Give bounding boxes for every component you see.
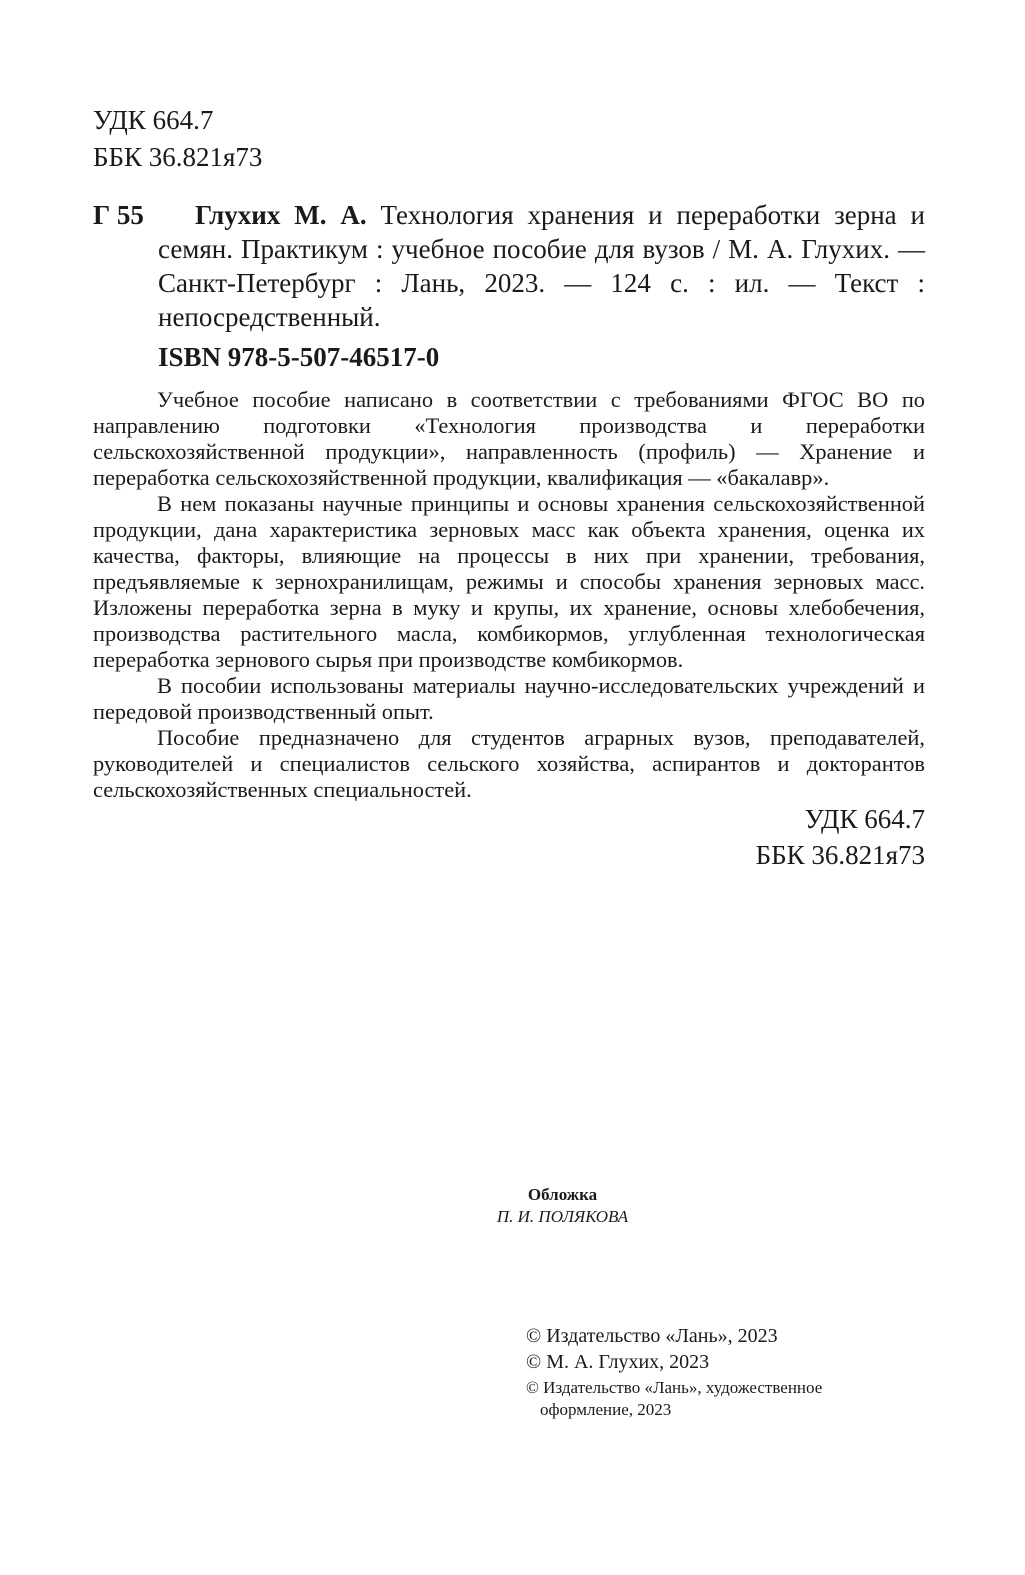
udk-code: УДК 664.7	[93, 105, 214, 135]
bibliographic-entry	[158, 198, 925, 334]
classification-codes-bottom	[700, 801, 925, 873]
cover-credit	[400, 1184, 725, 1228]
bbk-code-bottom: ББК 36.821я73	[755, 840, 925, 870]
cover-label: Обложка	[527, 1185, 598, 1204]
author-sign: Г 55	[93, 200, 144, 230]
annotation-paragraph: В нем показаны научные принципы и основы хранения сельскохозяйственной продукции, дана характеристика зерновых масс как объекта хранения, оценка их качества, факторы, влияющие на процессы в них при хранении, требования, предъявляемые к зернохранилищам, режимы и способы хранения зерновых масс. Изложены переработка зерна в муку и крупы, их хранение, основы хлебобечения, производства растительного масла, комбикормов, углубленная технологическая переработка зернового сырья при производстве комбикормов.	[93, 491, 925, 672]
classification-codes-top	[93, 102, 262, 176]
copyright-block	[526, 1323, 926, 1421]
copyright-design-line2: оформление, 2023	[540, 1400, 672, 1419]
copyright-author: © М. А. Глухих, 2023	[526, 1351, 710, 1373]
entry-description: Технология хранения и переработки зерна и семян. Практикум : учебное пособие для вузов / М. А. Глухих. — Санкт-Петербург : Лань, 2023. — 124 с. : ил. — Текст : непосредственный.	[158, 200, 925, 332]
annotation	[93, 387, 925, 803]
copyright-design	[526, 1377, 926, 1421]
udk-code-bottom: УДК 664.7	[804, 804, 925, 834]
copyright-publisher: © Издательство «Лань», 2023	[526, 1325, 778, 1347]
copyright-design-line1: © Издательство «Лань», художественное	[526, 1378, 823, 1397]
annotation-paragraph: Учебное пособие написано в соответствии с требованиями ФГОС ВО по направлению подготовки «Технология производства и переработки сельскохозяйственной продукции», направленность (профиль) — Хранение и переработка сельскохозяйственной продукции, квалификация — «бакалавр».	[93, 387, 925, 490]
isbn: ISBN 978-5-507-46517-0	[158, 342, 440, 372]
cover-designer: П. И. ПОЛЯКОВА	[496, 1207, 629, 1226]
bbk-code: ББК 36.821я73	[93, 142, 263, 172]
annotation-paragraph: В пособии использованы материалы научно-исследовательских учреждений и передовой производственный опыт.	[93, 673, 925, 724]
entry-author: Глухих М. А.	[195, 200, 367, 230]
annotation-paragraph: Пособие предназначено для студентов аграрных вузов, преподавателей, руководителей и специалистов сельского хозяйства, аспирантов и докторантов сельскохозяйственных специальностей.	[93, 725, 925, 802]
